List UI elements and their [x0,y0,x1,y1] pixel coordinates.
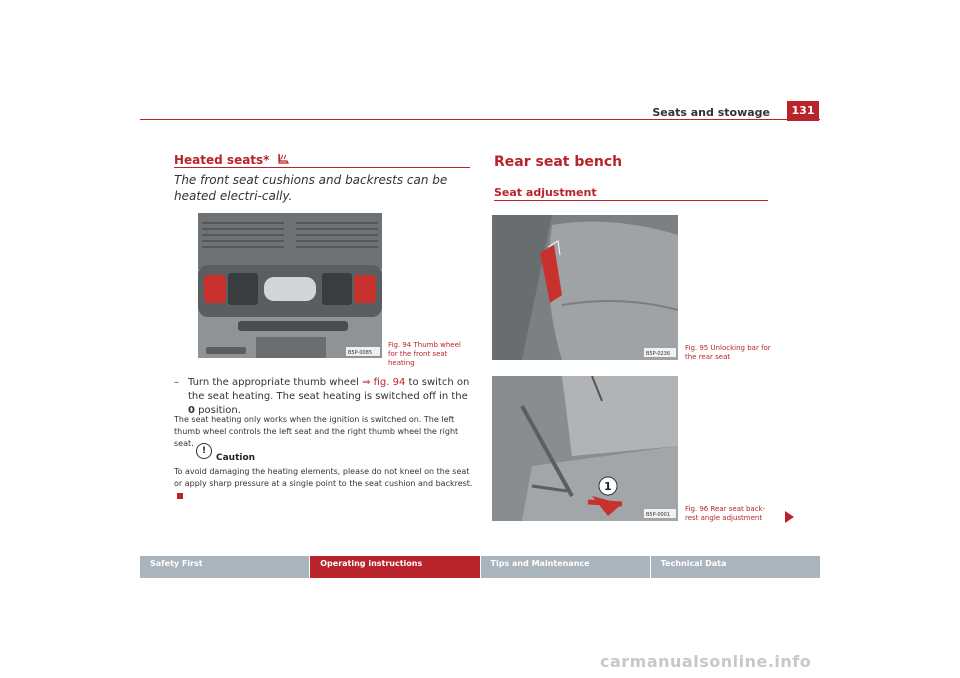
figure-94-code: B5P-0085 [348,350,373,356]
section-rule [174,167,470,168]
section-end-marker [177,493,183,499]
tab-tips-and-maintenance[interactable]: Tips and Maintenance [481,556,650,578]
header-rule [140,119,820,120]
figure-96-code: B5P-0001 [646,512,671,518]
subsection-rule [494,200,768,201]
section-title-heated-seats [174,152,290,167]
chapter-tab-bar [140,556,820,578]
step-text-end: position. [194,405,241,416]
step-text-start: Turn the appropriate thumb wheel [188,377,363,388]
section-title-rear-seat-bench: Rear seat bench [494,154,623,170]
step-text-middle: to switch on the seat heating. The seat heating is switched off in the [188,377,470,402]
figure-96-caption: Fig. 96 Rear seat back-rest angle adjustment [685,505,766,522]
figure-94-dashboard-image [198,213,382,358]
figure-94-caption: Fig. 94 Thumb wheel for the front seat heating [388,341,461,367]
caution-label: Caution [216,453,256,463]
step-dash: – [174,377,179,388]
caution-icon: ! [196,443,212,459]
heated-seats-title-text: Heated seats* [174,153,270,167]
figure-96-callout-1: 1 [604,480,612,493]
caution-body: To avoid damaging the heating elements, please do not kneel on the seat or apply sharp pressure at a single point to the seat cushion and backrest. [174,467,473,488]
section-intro: The front seat cushions and backrests can be heated electri-cally. [174,173,448,203]
page-number: 131 [787,101,819,121]
watermark: carmanualsonline.info [600,652,812,671]
ignition-note: The seat heating only works when the ignition is switched on. The left thumb wheel controls the left seat and the right thumb wheel the right seat. [174,415,459,448]
figure-95-caption: Fig. 95 Unlocking bar for the rear seat [685,344,771,361]
instruction-step [174,376,474,418]
next-page-arrow-icon[interactable] [785,511,794,523]
figure-96-backrest-image [492,376,678,521]
tab-safety-first[interactable]: Safety First [140,556,309,578]
tab-technical-data[interactable]: Technical Data [651,556,820,578]
subsection-title-seat-adjustment: Seat adjustment [494,186,597,199]
figure-95-code: B5P-0236 [646,351,671,357]
seat-heating-icon [276,152,290,166]
figure-94-link[interactable]: ⇒ fig. 94 [362,377,406,388]
running-header-title: Seats and stowage [652,106,770,119]
step-off-position: 0 [188,405,195,416]
caution-text [174,466,474,502]
figure-95-rear-seat-image [492,215,678,360]
tab-operating-instructions[interactable]: Operating instructions [310,556,479,578]
